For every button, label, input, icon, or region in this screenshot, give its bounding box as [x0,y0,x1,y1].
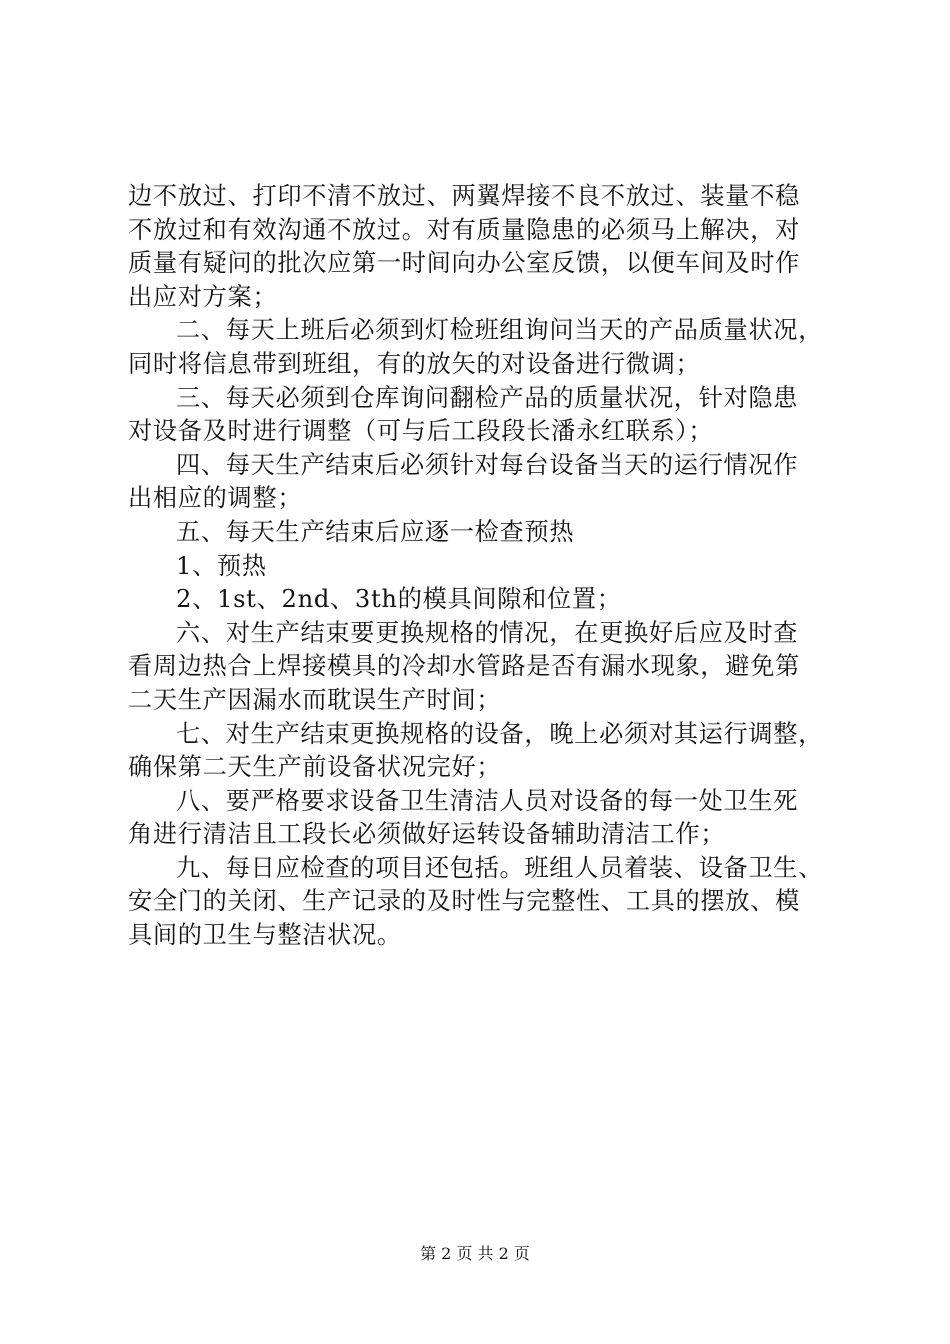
text-line: 对设备及时进行调整（可与后工段段长潘永红联系）； [128,417,714,446]
text-line: 角进行清洁且工段长必须做好运转设备辅助清洁工作； [128,820,726,849]
text-line: 三、每天必须到仓库询问翻检产品的质量状况，针对隐患 [176,383,799,412]
text-line: 具间的卫生与整洁状况。 [128,921,402,950]
text-line: 九、每日应检查的项目还包括。班组人员着装、设备卫生、 [176,853,824,882]
text-line: 出应对方案； [128,282,278,311]
text-line: 质量有疑问的批次应第一时间向办公室反馈，以便车间及时作 [128,249,800,278]
text-line: 边不放过、打印不清不放过、两翼焊接不良不放过、装量不稳 [128,182,800,210]
text-line: 四、每天生产结束后必须针对每台设备当天的运行情况作 [176,450,799,479]
text-line: 二天生产因漏水而耽误生产时间； [128,685,502,714]
document-body [128,180,833,953]
text-line: 出相应的调整； [128,484,303,513]
text-line: 八、要严格要求设备卫生清洁人员对设备的每一处卫生死 [176,786,799,815]
text-line: 不放过和有效沟通不放过。对有质量隐患的必须马上解决，对 [128,215,800,244]
text-line: 六、对生产结束要更换规格的情况，在更换好后应及时查 [176,618,799,647]
text-line: 确保第二天生产前设备状况完好； [128,753,502,782]
page-footer: 第 2 页 共 2 页 [420,1244,530,1263]
text-line: 1、预热 [176,551,267,580]
text-line: 同时将信息带到班组，有的放矢的对设备进行微调； [128,349,701,378]
text-line: 二、每天上班后必须到灯检班组询问当天的产品质量状况， [176,316,824,345]
text-line: 2、1st、2nd、3th的模具间隙和位置； [176,585,622,614]
text-line: 七、对生产结束更换规格的设备，晚上必须对其运行调整， [176,719,824,748]
text-line: 五、每天生产结束后应逐一检查预热 [176,517,575,546]
text-line: 安全门的关闭、生产记录的及时性与完整性、工具的摆放、模 [128,887,800,916]
text-line: 看周边热合上焊接模具的冷却水管路是否有漏水现象，避免第 [128,652,800,681]
